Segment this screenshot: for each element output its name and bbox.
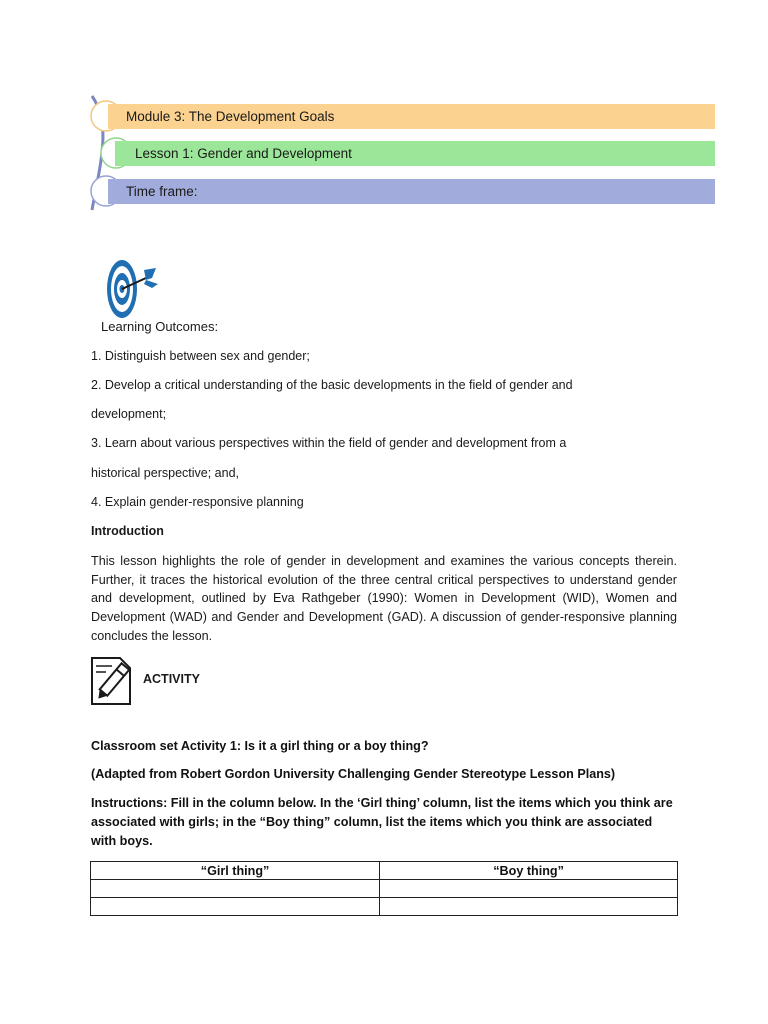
table-header-row bbox=[91, 862, 678, 880]
activity-label: ACTIVITY bbox=[143, 672, 200, 686]
table-row bbox=[91, 880, 678, 898]
outcomes-title: Learning Outcomes: bbox=[101, 319, 219, 334]
girl-thing-header: “Girl thing” bbox=[91, 862, 380, 880]
activity-instructions: Instructions: Fill in the column below. In the ‘Girl thing’ column, list the items which you think are associated with girls; in the “Boy thing” column, list the items which you think are associated with boys. bbox=[91, 796, 673, 848]
pencil-paper-icon bbox=[88, 656, 134, 706]
outcome-item: development; bbox=[91, 407, 167, 421]
activity-title: Classroom set Activity 1: Is it a girl thing or a boy thing? bbox=[91, 739, 429, 753]
table-row bbox=[91, 898, 678, 916]
outcome-item: 1. Distinguish between sex and gender; bbox=[91, 349, 310, 363]
boy-thing-header: “Boy thing” bbox=[380, 862, 678, 880]
introduction-body: This lesson highlights the role of gender in development and examines the various concepts therein. Further, it traces the historical evolution of the three central critical perspectives to understand gender and development, outlined by Eva Rathgeber (1990): Women in Development (WID), Women and Development (WAD) and Gender and Development (GAD). A discussion of gender-responsive planning concludes the lesson. bbox=[91, 554, 677, 643]
boy-thing-cell[interactable] bbox=[380, 880, 678, 898]
introduction-heading: Introduction bbox=[91, 524, 164, 538]
target-icon bbox=[100, 258, 162, 320]
outcome-item: 4. Explain gender-responsive planning bbox=[91, 495, 304, 509]
boy-thing-cell[interactable] bbox=[380, 898, 678, 916]
answer-table bbox=[90, 861, 678, 916]
outcome-item: 3. Learn about various perspectives within the field of gender and development from a bbox=[91, 436, 567, 450]
lesson-title: Lesson 1: Gender and Development bbox=[115, 141, 715, 166]
girl-thing-cell[interactable] bbox=[91, 880, 380, 898]
girl-thing-cell[interactable] bbox=[91, 898, 380, 916]
activity-source: (Adapted from Robert Gordon University Challenging Gender Stereotype Lesson Plans) bbox=[91, 767, 616, 781]
outcome-item: 2. Develop a critical understanding of the basic developments in the field of gender and bbox=[91, 378, 573, 392]
module-title: Module 3: The Development Goals bbox=[108, 104, 715, 129]
outcome-item: historical perspective; and, bbox=[91, 466, 239, 480]
timeframe-label: Time frame: bbox=[108, 179, 715, 204]
